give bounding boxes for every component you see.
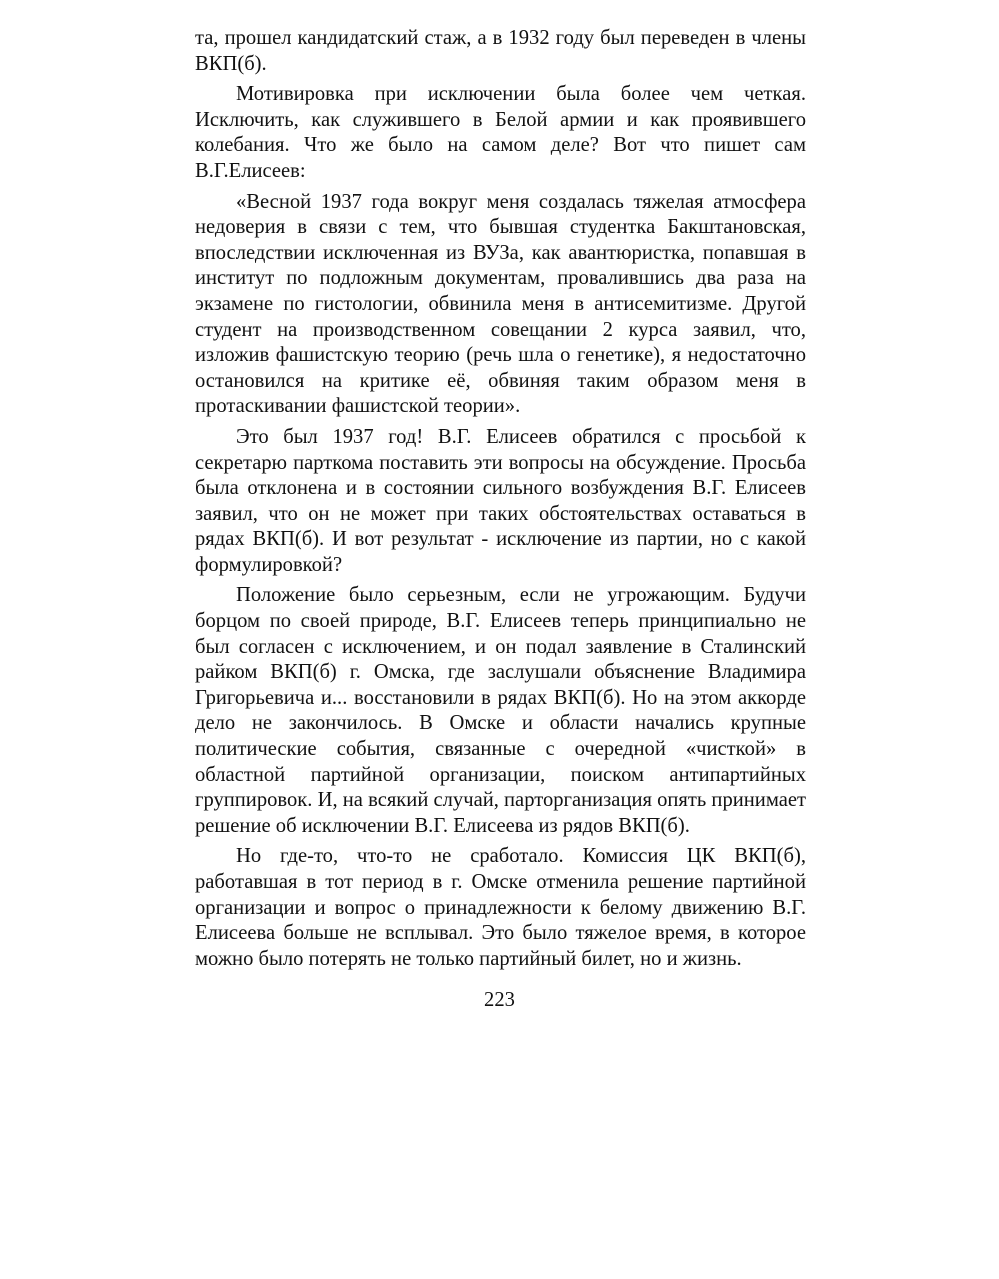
page-number: 223 (484, 989, 515, 1011)
body-text (195, 26, 806, 977)
paragraph: Мотивировка при исключении была более чем четкая. Исключить, как служившего в Белой армии и как проявившего колебания. Что же было на самом деле? Вот что пишет сам В.Г.Елисеев: (195, 83, 806, 182)
paragraph: Но где-то, что-то не сработало. Комиссия ЦК ВКП(б), работавшая в тот период в г. Омске отменила решение партийной организации и вопрос о принадлежности к белому движению В.Г. Елисеева больше не всплывал. Это было тяжелое время, в которое можно было потерять не только партийный билет, но и жизнь. (195, 845, 806, 970)
quoted-paragraph: «Весной 1937 года вокруг меня создалась тяжелая атмосфера недоверия в связи с тем, что бывшая студентка Бакштановская, впоследствии исключенная из ВУЗа, как авантюристка, попавшая в институт по подложным документам, провалившись два раза на экзамене по гистологии, обвинила меня в антисемитизме. Другой студент на производственном совещании 2 курса заявил, что, изложив фашистскую теорию (речь шла о генетике), я недостаточно остановился на критике её, обвиняя таким образом меня в протаскивании фашистской теории». (195, 190, 806, 418)
paragraph: Положение было серьезным, если не угрожающим. Будучи борцом по своей природе, В.Г. Елисеев теперь принципиально не был согласен с исключением, и он подал заявление в Сталинский райком ВКП(б) г. Омска, где заслушали объяснение Владимира Григорьевича и... восстановили в рядах ВКП(б). Но на этом аккорде дело не закончилось. В Омске и области начались крупные политические события, связанные с очередной «чисткой» в областной партийной организации, поиском антипартийных группировок. И, на всякий случай, парторганизация опять принимает решение об исключении В.Г. Елисеева из рядов ВКП(б). (195, 584, 806, 837)
paragraph: Это был 1937 год! В.Г. Елисеев обратился с просьбой к секретарю парткома поставить эти вопросы на обсуждение. Просьба была отклонена и в состоянии сильного возбуждения В.Г. Елисеев заявил, что он не может при таких обстоятельствах оставаться в рядах ВКП(б). И вот результат - исключение из партии, но с какой формулировкой? (195, 425, 806, 576)
paragraph: та, прошел кандидатский стаж, а в 1932 году был переведен в члены ВКП(б). (195, 27, 806, 75)
